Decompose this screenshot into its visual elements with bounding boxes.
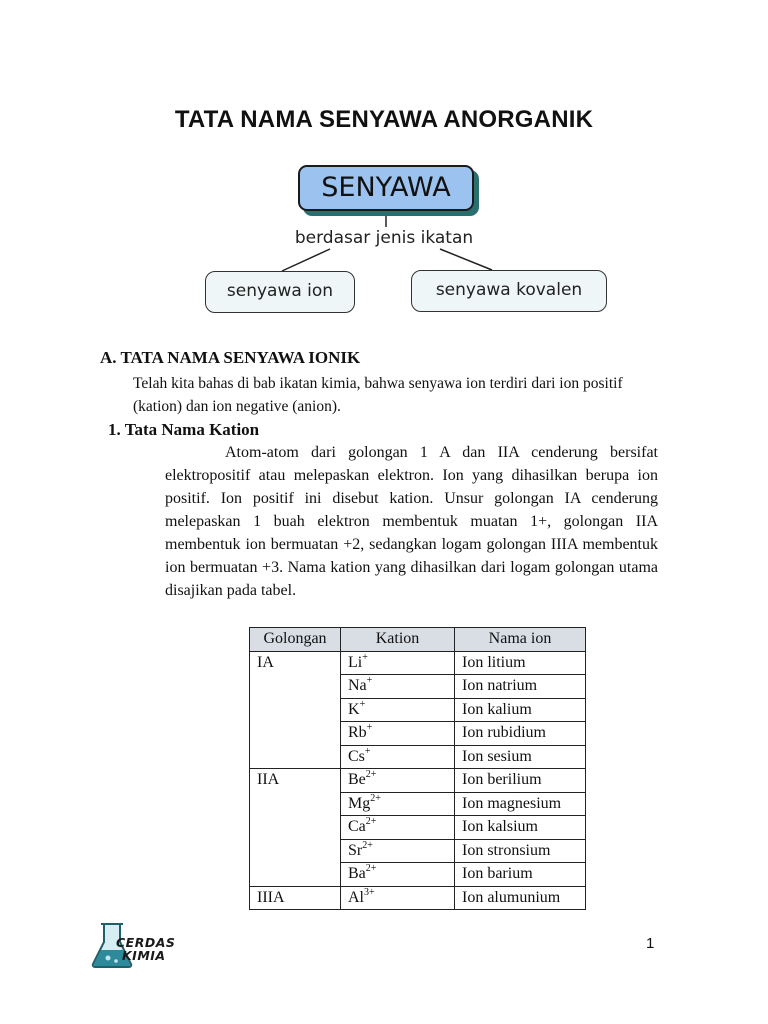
table-body bbox=[250, 651, 586, 910]
cell-kation bbox=[341, 792, 455, 816]
cation-symbol: Be bbox=[348, 771, 366, 788]
cation-symbol: K bbox=[348, 700, 360, 718]
logo-text-cerdas: CERDAS bbox=[116, 935, 176, 950]
cell-kation bbox=[341, 745, 455, 769]
table-header-row bbox=[250, 628, 586, 652]
cell-nama-ion: Ion sesium bbox=[455, 745, 586, 769]
cell-golongan: IA bbox=[250, 651, 341, 769]
header-golongan: Golongan bbox=[250, 628, 341, 652]
cation-charge: 2+ bbox=[365, 769, 377, 780]
cation-charge: + bbox=[362, 651, 368, 663]
logo-text-kimia: KIMIA bbox=[122, 948, 166, 963]
cation-symbol: Ca bbox=[348, 818, 366, 835]
cell-kation bbox=[341, 839, 455, 863]
cation-symbol: Ba bbox=[348, 865, 366, 882]
table-row bbox=[250, 769, 586, 793]
cell-kation bbox=[341, 675, 455, 699]
cation-symbol: Na bbox=[348, 677, 367, 694]
cation-symbol: Al bbox=[348, 888, 364, 906]
cell-kation bbox=[341, 769, 455, 793]
cell-golongan: IIIA bbox=[250, 886, 341, 910]
cation-symbol: Sr bbox=[348, 841, 363, 859]
cation-charge: + bbox=[366, 675, 373, 686]
cation-charge: 3+ bbox=[364, 886, 375, 898]
body-paragraph: Atom-atom dari golongan 1 A dan IIA cenderung bersifat elektropositif atau melepaskan elektron. Ion yang dihasilkan berupa ion positif. Ion positif ini disebut kation. Unsur golongan IA cenderung melepaskan 1 buah elektron membentuk muatan 1+, golongan IIA membentuk ion bermuatan +2, sedangkan logam golongan IIIA membentuk ion bermuatan +3. Nama kation yang dihasilkan dari logam golongan utama disajikan pada tabel. bbox=[165, 444, 658, 599]
cell-nama-ion: Ion barium bbox=[455, 863, 586, 887]
cell-kation bbox=[341, 722, 455, 746]
page-number: 1 bbox=[646, 935, 655, 952]
concept-root-node: SENYAWA bbox=[298, 165, 474, 211]
subsection-heading: 1. Tata Nama Kation bbox=[108, 420, 260, 439]
cell-nama-ion: Ion natrium bbox=[455, 675, 586, 699]
cell-kation bbox=[341, 651, 455, 675]
concept-node-senyawa-ion: senyawa ion bbox=[205, 271, 355, 313]
cation-symbol: Cs bbox=[348, 747, 365, 765]
cell-kation bbox=[341, 863, 455, 887]
cell-nama-ion: Ion kalsium bbox=[455, 816, 586, 840]
cell-golongan: IIA bbox=[250, 769, 341, 887]
concept-node-senyawa-kovalen: senyawa kovalen bbox=[411, 270, 607, 312]
cell-kation bbox=[341, 886, 455, 910]
cation-table bbox=[249, 627, 586, 910]
page-title: TATA NAMA SENYAWA ANORGANIK bbox=[174, 106, 594, 133]
cell-kation bbox=[341, 816, 455, 840]
cell-nama-ion: Ion magnesium bbox=[455, 792, 586, 816]
cell-nama-ion: Ion rubidium bbox=[455, 722, 586, 746]
cation-symbol: Li bbox=[348, 653, 363, 671]
header-nama-ion: Nama ion bbox=[455, 628, 586, 652]
cation-symbol: Rb bbox=[348, 724, 367, 741]
cell-nama-ion: Ion kalium bbox=[455, 698, 586, 722]
cell-kation bbox=[341, 698, 455, 722]
concept-relation-label: berdasar jenis ikatan bbox=[294, 228, 474, 248]
intro-paragraph: Telah kita bahas di bab ikatan kimia, bahwa senyawa ion terdiri dari ion positif (kation) dan ion negative (anion). bbox=[133, 375, 623, 415]
cell-nama-ion: Ion berilium bbox=[455, 769, 586, 793]
table-row bbox=[250, 651, 586, 675]
cation-charge: 2+ bbox=[370, 792, 381, 804]
cation-charge: + bbox=[359, 698, 366, 710]
cation-charge: 2+ bbox=[365, 863, 377, 874]
cell-nama-ion: Ion litium bbox=[455, 651, 586, 675]
header-kation: Kation bbox=[341, 628, 455, 652]
cation-charge: 2+ bbox=[365, 816, 377, 827]
table-row bbox=[250, 886, 586, 910]
cell-nama-ion: Ion stronsium bbox=[455, 839, 586, 863]
cation-charge: + bbox=[366, 722, 373, 733]
cation-symbol: Mg bbox=[348, 794, 371, 812]
cation-charge: + bbox=[364, 745, 371, 757]
cation-charge: 2+ bbox=[362, 839, 373, 851]
concept-map bbox=[0, 0, 768, 340]
section-heading: A. TATA NAMA SENYAWA IONIK bbox=[100, 348, 361, 367]
cell-nama-ion: Ion alumunium bbox=[455, 886, 586, 910]
